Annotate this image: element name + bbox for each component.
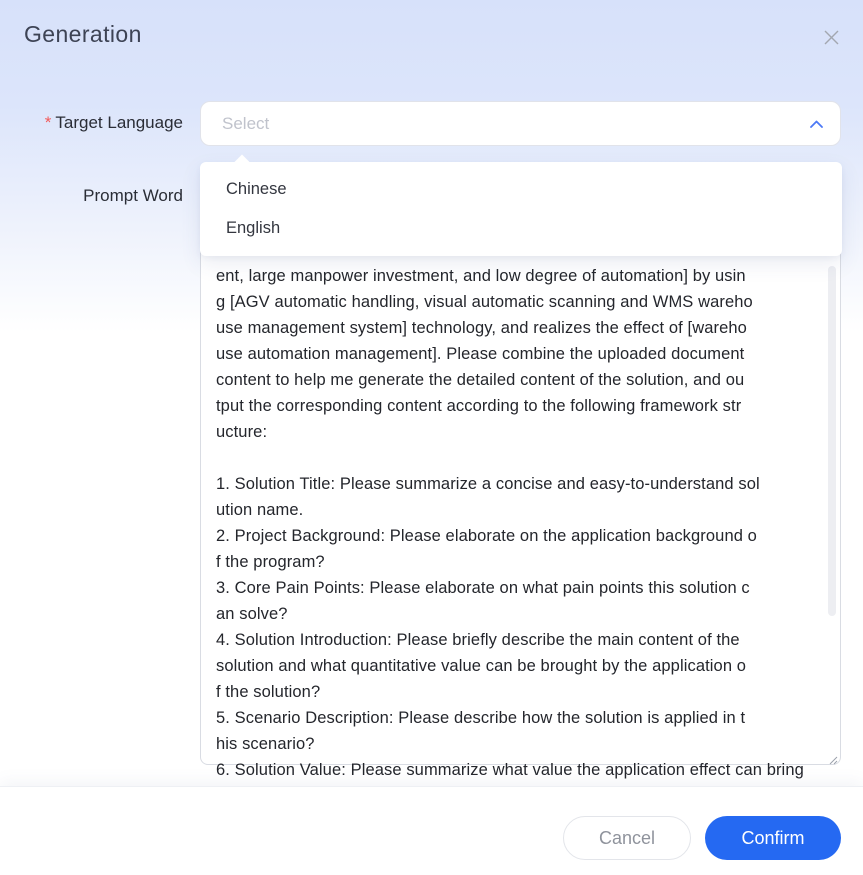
target-language-select[interactable] [200,101,841,146]
prompt-text-line: content to help me generate the detailed content of the solution, and ou [216,371,745,389]
required-asterisk: * [44,113,52,132]
prompt-text-line [216,445,812,471]
dropdown-option-chinese[interactable]: Chinese [200,170,842,209]
resize-handle-icon[interactable] [828,752,838,762]
prompt-text-line: f the program? [216,553,325,571]
select-placeholder: Select [222,113,270,133]
prompt-text-line: solution and what quantitative value can be brought by the application o [216,657,747,675]
dialog-footer [0,786,863,875]
target-language-label [0,113,183,133]
prompt-text-line: 3. Core Pain Points: Please elaborate on what pain points this solution c [216,579,750,597]
page-title: Generation [24,21,142,47]
confirm-button[interactable]: Confirm [705,816,841,860]
prompt-word-label: Prompt Word [83,186,183,205]
prompt-text-line: 2. Project Background: Please elaborate on the application background o [216,527,757,545]
prompt-text-line: g [AGV automatic handling, visual automatic scanning and WMS wareho [216,293,753,311]
prompt-text-line: an solve? [216,605,288,623]
prompt-text-line: 1. Solution Title: Please summarize a concise and easy-to-understand sol [216,475,760,493]
prompt-text-line: f the solution? [216,683,321,701]
prompt-text-line: use automation management]. Please combine the uploaded document [216,345,745,363]
prompt-text-line: his scenario? [216,735,315,753]
dropdown-notch [234,155,251,172]
cancel-button[interactable]: Cancel [563,816,691,860]
target-language-label-text: Target Language [55,113,183,132]
prompt-text-line: 5. Scenario Description: Please describe how the solution is applied in t [216,709,746,727]
prompt-text-line: ution name. [216,501,304,519]
prompt-text-line: 4. Solution Introduction: Please briefly describe the main content of the [216,631,740,649]
chevron-up-icon [809,119,824,129]
target-language-dropdown [200,162,842,256]
dropdown-option-english[interactable]: English [200,209,842,248]
prompt-text-line: 6. Solution Value: Please summarize what value the application effect can bring [216,761,804,779]
prompt-text-line: tput the corresponding content according to the following framework str [216,397,742,415]
close-icon[interactable] [818,24,844,50]
prompt-text-line: ucture: [216,423,268,441]
textarea-scrollbar-thumb[interactable] [828,266,836,616]
prompt-word-text [216,263,812,783]
prompt-text-line: ent, large manpower investment, and low degree of automation] by usin [216,267,746,285]
prompt-text-line: use management system] technology, and realizes the effect of [wareho [216,319,747,337]
